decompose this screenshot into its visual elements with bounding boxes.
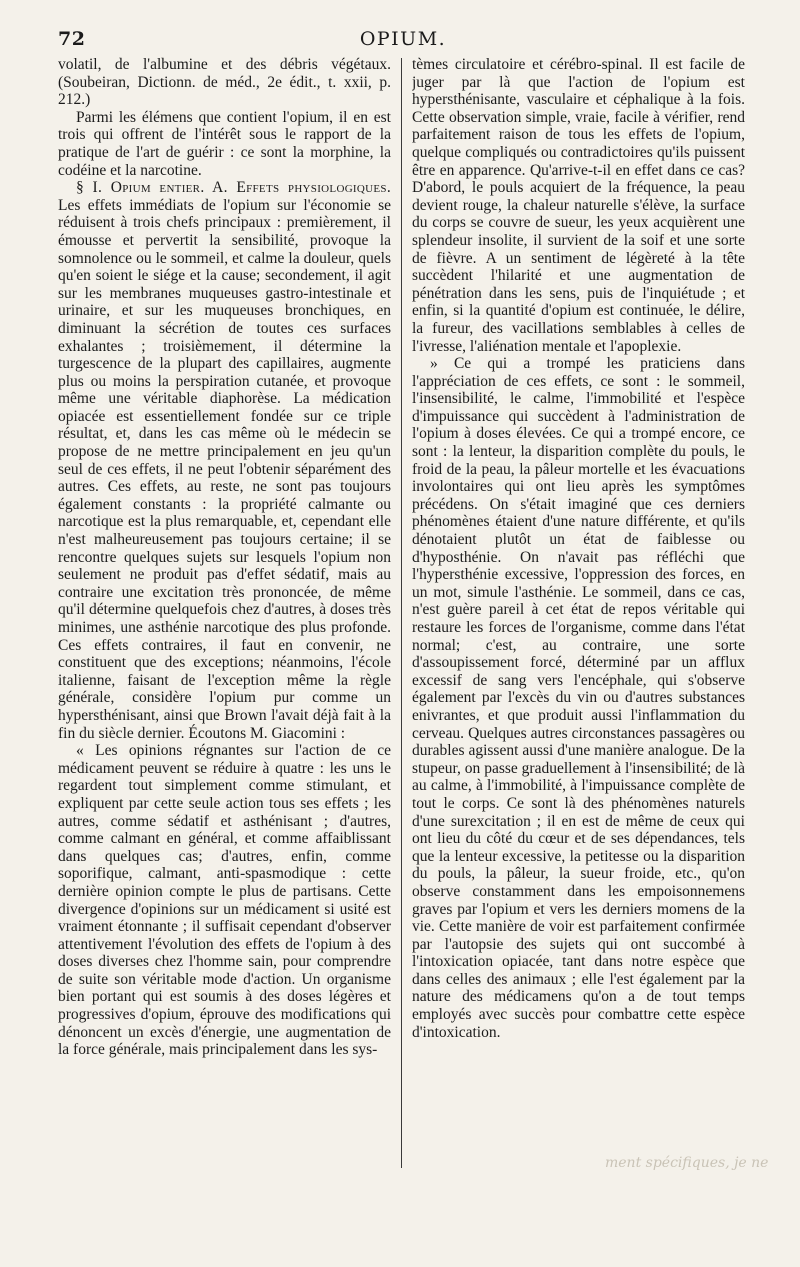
- right-column: [412, 56, 745, 1176]
- paragraph-physiological-effects: [58, 179, 391, 742]
- paragraph-continuation: volatil, de l'albumine et des débris végétaux. (Soubeiran, Dictionn. de méd., 2e édit., t. xxii, p. 212.): [58, 56, 391, 109]
- running-title: OPIUM.: [359, 28, 447, 50]
- bleed-through-text: ment spécifiques, je ne: [605, 1155, 769, 1171]
- page-number: 72: [58, 28, 86, 50]
- page-header: [58, 28, 748, 52]
- paragraph-practitioners: » Ce qui a trompé les praticiens dans l'appréciation de ces effets, ce sont : le sommeil, l'insensibilité, le calme, l'immobilité et l'espèce d'impuissance qui succèdent à l'administration de l'opium à doses élevées. Ce qui a trompé encore, ce sont : la lenteur, la disparition complète du pouls, le froid de la peau, la pâleur mortelle et les évacuations involontaires qui ont lieu après les symptômes précédens. On s'était imaginé que ces derniers phénomènes étaient d'une nature différente, et qu'ils dénotaient plutôt un état de faiblesse ou d'hyposthénie. On n'avait pas réfléchi que l'hypersthénie excessive, l'oppression des forces, en un mot, simule l'asthénie. Le sommeil, dans ce cas, n'est guère pareil à cet état de repos véritable qui restaure les forces de l'organisme, comme dans l'état normal; c'est, au contraire, une sorte d'assoupissement forcé, déterminé par un afflux excessif de sang vers l'encéphale, qui s'observe également par l'excès du vin ou d'autres substances enivrantes, et que produit aussi l'inflammation du cerveau. Quelques autres circonstances passagères ou durables agissent aussi d'une manière analogue. De la stupeur, on passe graduellement à l'insensibilité; de là au calme, à l'immobilité, à l'impuissance complète de tout le corps. Ce sont là des phénomènes naturels d'une surexcitation ; il en est de même de ceux qui ont lieu du côté du cœur et de ses dépendances, tels que la lenteur excessive, la petitesse ou la disparition du pouls, la pâleur, la sueur froide, etc., qu'on observe constamment dans les empoisonnemens graves par l'opium et vers les derniers momens de la vie. Cette manière de voir est parfaitement confirmée par l'autopsie des sujets qui ont succombé à l'intoxication opiacée, tant dans notre espèce que dans celles des animaux ; elle l'est également par la nature des médicamens qu'on a de tout temps employés avec succès pour combattre cette espèce d'intoxication.: [412, 355, 745, 1041]
- paragraph-elements: Parmi les élémens que contient l'opium, il en est trois qui offrent de l'intérêt sous le rapport de la pratique de l'art de guérir : ce sont la morphine, la codéine et la narcotine.: [58, 108, 391, 179]
- section-heading: § I. Opium entier. A. Effets physiologiques.: [76, 179, 391, 197]
- section-body: Les effets immédiats de l'opium sur l'économie se réduisent à trois chefs principaux : premièrement, il émousse et pervertit la sensibilité, provoque la somnolence ou le sommeil, et calme la douleur, quels qu'en soient le siége et la cause; secondement, il agit sur les membranes muqueuses gastro-intestinale et urinaire, et sur les muqueuses bronchiques, en diminuant la sécrétion de toutes ces surfaces exhalantes ; troisièmement, il détermine la turgescence de la plupart des capillaires, augmente plus ou moins la perspiration cutanée, et provoque même une véritable diaphorèse. La médication opiacée est essentiellement fondée sur ce triple résultat, et, dans les cas même où le médecin se propose de ne mettre principalement en jeu qu'un seul de ces effets, il ne peut l'obtenir séparément des autres. Ces effets, au reste, ne sont pas toujours également constants : la propriété calmante ou narcotique est la plus remarquable, et, cependant elle n'est malheureusement pas toujours certaine; il se rencontre quelques sujets sur lesquels l'opium non seulement ne produit pas d'effet sédatif, mais au contraire une excitation très prononcée, de même qu'il détermine quelquefois chez d'autres, à doses très minimes, une asthénie narcotique des plus profonde. Ces effets contraires, il faut en convenir, ne constituent que des exceptions; néanmoins, l'école italienne, faisant de l'exception même la règle générale, considère l'opium pur comme un hypersthénisant, ainsi que Brown l'avait déjà fait à la fin du siècle dernier. Écoutons M. Giacomini :: [58, 196, 391, 742]
- paragraph-quotation: « Les opinions régnantes sur l'action de ce médicament peuvent se réduire à quatre : les uns le regardent tout simplement comme stimulant, et expliquent par cette seule action tous ses effets ; les autres, comme sédatif et asthénisant ; d'autres, comme calmant en général, et comme affaiblissant dans quelques cas; d'autres, enfin, comme soporifique, calmant, anti-spasmodique : cette dernière opinion compte le plus de partisans. Cette divergence d'opinions sur un médicament si usité est vraiment étonnante ; il suffisait cependant d'observer attentivement l'évolution des effets de l'opium à des doses diverses chez l'homme sain, pour comprendre de suite son véritable mode d'action. Un organisme bien portant qui est soumis à des doses légères et progressives d'opium, éprouve des modifications qui dénoncent un excès d'énergie, une augmentation de la force générale, mais principalement dans les sys-: [58, 742, 391, 1059]
- paragraph-continuation-right: tèmes circulatoire et cérébro-spinal. Il est facile de juger par là que l'action de l'opium est hypersthénisante, vasculaire et céphalique à la fois. Cette observation simple, vraie, facile à vérifier, rend parfaitement raison de tous les effets de l'opium, quelque compliqués ou contradictoires qu'ils puissent être en apparence. Qu'arrive-t-il en effet dans ce cas? D'abord, le pouls acquiert de la fréquence, la peau devient rouge, la chaleur naturelle s'élève, la surface du corps se couvre de sueur, les yeux acquièrent une splendeur insolite, il survient de la soif et une sorte de fièvre. A un sentiment de légèreté à la tête succèdent l'hilarité et une augmentation de pénétration dans les sens, puis de l'inquiétude ; et enfin, si la quantité d'opium est continuée, le délire, la fureur, des vacillations semblables à celles de l'ivresse, l'aliénation mentale et l'apoplexie.: [412, 56, 745, 355]
- column-divider: [401, 58, 402, 1168]
- left-column: [58, 56, 391, 1176]
